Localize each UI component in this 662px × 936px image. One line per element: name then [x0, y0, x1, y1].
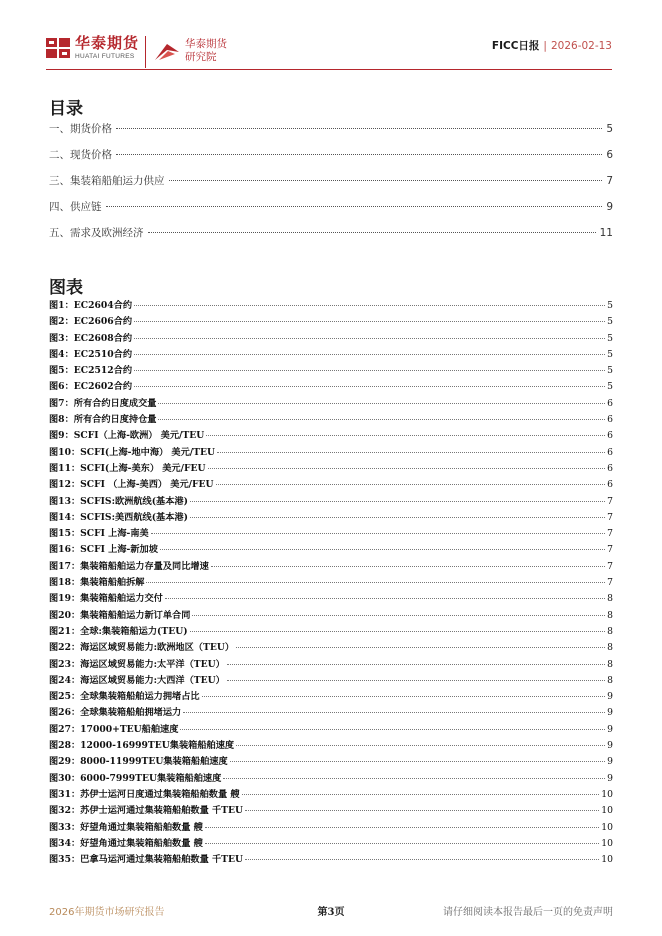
dot-leader — [148, 232, 596, 233]
figure-entry[interactable] — [49, 541, 613, 557]
figure-entry-label[interactable]: 图4：EC2510合约 — [49, 348, 133, 360]
figure-entry-page[interactable]: 9 — [607, 756, 613, 768]
figure-entry-page[interactable]: 8 — [607, 609, 613, 621]
figure-entry-label[interactable]: 图8：所有合约日度持仓量 — [49, 414, 157, 426]
figure-entry-page[interactable]: 6 — [607, 414, 613, 426]
toc-entry[interactable] — [49, 147, 613, 173]
footer-report-name: 2026年期货市场研究报告 — [49, 907, 165, 918]
figure-entry-label[interactable]: 图20：集装箱船舶运力新订单合同 — [49, 609, 191, 621]
figure-entry-label[interactable]: 图35：巴拿马运河通过集装箱船舶数量 千TEU — [49, 854, 244, 866]
institute-name-line1: 华泰期货 — [185, 38, 227, 50]
figure-entry[interactable] — [49, 362, 613, 378]
figure-entry-label[interactable]: 图28：12000-16999TEU集装箱船舶速度 — [49, 740, 235, 752]
disclaimer-note: 请仔细阅读本报告最后一页的免责声明 — [443, 907, 613, 918]
toc-entry-page[interactable]: 6 — [606, 149, 613, 161]
figure-entry[interactable] — [49, 704, 613, 720]
figure-entry[interactable] — [49, 672, 613, 688]
figure-entry[interactable] — [49, 802, 613, 818]
dot-leader — [106, 206, 603, 207]
figure-entry[interactable] — [49, 411, 613, 427]
dot-leader — [146, 582, 605, 583]
dot-leader — [116, 154, 602, 155]
figure-entry-label[interactable]: 图27：17000+TEU船舶速度 — [49, 723, 179, 735]
figure-entry-label[interactable]: 图26：全球集装箱船舶拥堵运力 — [49, 707, 182, 719]
figure-entry-label[interactable]: 图23：海运区域贸易能力:太平洋（TEU） — [49, 658, 225, 670]
dot-leader — [190, 631, 606, 632]
dot-leader — [230, 761, 605, 762]
figure-entry-label[interactable]: 图30：6000-7999TEU集装箱船舶速度 — [49, 772, 222, 784]
figure-entry-page[interactable]: 5 — [607, 332, 613, 344]
figure-entry-page[interactable]: 5 — [607, 348, 613, 360]
toc-entry-label[interactable]: 四、供应链 — [49, 201, 102, 213]
dot-leader — [217, 452, 605, 453]
figure-entry-page[interactable]: 10 — [601, 821, 613, 833]
dot-leader — [134, 370, 605, 371]
figure-entry-page[interactable]: 7 — [607, 560, 613, 572]
figure-entry[interactable] — [49, 851, 613, 867]
figure-entry[interactable] — [49, 639, 613, 655]
toc-list — [49, 121, 613, 251]
figures-title: 图表 — [49, 278, 83, 298]
figure-entry[interactable] — [49, 509, 613, 525]
figure-entry-label[interactable]: 图18：集装箱船舶拆解 — [49, 577, 145, 589]
institute-logo — [153, 38, 227, 64]
header-rule — [46, 69, 612, 70]
dot-leader — [236, 745, 605, 746]
figure-entry-page[interactable]: 7 — [607, 511, 613, 523]
toc-entry-page[interactable]: 5 — [606, 123, 613, 135]
figure-entry[interactable] — [49, 623, 613, 639]
toc-entry-page[interactable]: 11 — [599, 227, 613, 239]
figure-entry-label[interactable]: 图16：SCFI 上海-新加坡 — [49, 544, 158, 556]
dot-leader — [236, 647, 605, 648]
figure-entry-label[interactable]: 图25：全球集装箱船舶运力拥堵占比 — [49, 691, 200, 703]
figure-entry-page[interactable]: 10 — [601, 837, 613, 849]
dot-leader — [165, 598, 605, 599]
figure-entry-label[interactable]: 图7：所有合约日度成交量 — [49, 397, 157, 409]
dot-leader — [134, 321, 605, 322]
dot-leader — [116, 128, 602, 129]
figure-entry-label[interactable]: 图24：海运区域贸易能力:大西洋（TEU） — [49, 674, 225, 686]
figure-entry[interactable] — [49, 558, 613, 574]
figure-entry-page[interactable]: 7 — [607, 528, 613, 540]
toc-entry[interactable] — [49, 225, 613, 251]
figure-entry-page[interactable]: 8 — [607, 593, 613, 605]
toc-entry[interactable] — [49, 199, 613, 225]
brand-name-en: HUATAI FUTURES — [75, 53, 135, 60]
dot-leader — [192, 615, 605, 616]
figure-list — [49, 297, 613, 867]
figure-entry-page[interactable]: 7 — [607, 544, 613, 556]
dot-leader — [169, 180, 603, 181]
figure-entry-label[interactable]: 图5：EC2512合约 — [49, 365, 133, 377]
figure-entry-label[interactable]: 图10：SCFI(上海-地中海） 美元/TEU — [49, 446, 215, 458]
figure-entry-page[interactable]: 7 — [607, 577, 613, 589]
huatai-logo-icon — [46, 36, 70, 60]
figure-entry-page[interactable]: 8 — [607, 658, 613, 670]
figure-entry-label[interactable]: 图31：苏伊士运河日度通过集装箱船舶数量 艘 — [49, 788, 240, 800]
figure-entry-page[interactable]: 9 — [607, 772, 613, 784]
figure-entry-label[interactable]: 图12：SCFI （上海-美西） 美元/FEU — [49, 479, 214, 491]
figure-entry[interactable] — [49, 330, 613, 346]
figure-entry-page[interactable]: 10 — [601, 805, 613, 817]
figure-entry[interactable] — [49, 460, 613, 476]
figure-entry-label[interactable]: 图2：EC2606合约 — [49, 316, 133, 328]
figure-entry-label[interactable]: 图33：好望角通过集装箱船舶数量 艘 — [49, 821, 203, 833]
meta-separator: | — [543, 39, 547, 52]
dot-leader — [134, 338, 605, 339]
figure-entry-label[interactable]: 图3：EC2608合约 — [49, 332, 133, 344]
figure-entry-page[interactable]: 5 — [607, 300, 613, 311]
toc-entry-page[interactable]: 7 — [606, 175, 613, 187]
figure-entry-page[interactable]: 9 — [607, 691, 613, 703]
dot-leader — [183, 712, 605, 713]
logo-divider — [145, 36, 146, 68]
dot-leader — [245, 810, 599, 811]
figure-entry[interactable] — [49, 493, 613, 509]
dot-leader — [227, 680, 605, 681]
figure-entry[interactable] — [49, 688, 613, 704]
dot-leader — [206, 435, 605, 436]
figure-entry[interactable] — [49, 835, 613, 851]
dot-leader — [190, 501, 605, 502]
dot-leader — [216, 484, 606, 485]
dot-leader — [180, 729, 605, 730]
dot-leader — [158, 419, 605, 420]
figure-entry[interactable] — [49, 819, 613, 835]
figure-entry-label[interactable]: 图13：SCFIS:欧洲航线(基本港) — [49, 495, 188, 507]
figure-entry-page[interactable]: 8 — [607, 674, 613, 686]
figure-entry[interactable] — [49, 297, 613, 313]
figure-entry-label[interactable]: 图1：EC2604合约 — [49, 300, 133, 311]
dot-leader — [205, 843, 600, 844]
dot-leader — [134, 386, 605, 387]
dot-leader — [160, 549, 605, 550]
report-type: FICC日报 — [491, 40, 540, 52]
figure-entry[interactable] — [49, 786, 613, 802]
toc-title: 目录 — [49, 99, 83, 119]
figure-entry[interactable] — [49, 753, 613, 769]
figure-entry[interactable] — [49, 737, 613, 753]
figure-entry[interactable] — [49, 590, 613, 606]
figure-entry[interactable] — [49, 476, 613, 492]
brand-name-cn: 华泰期货 — [75, 34, 140, 52]
dot-leader — [158, 403, 605, 404]
figure-entry-label[interactable]: 图34：好望角通过集装箱船舶数量 艘 — [49, 837, 203, 849]
figure-entry-page[interactable]: 6 — [607, 479, 613, 491]
toc-entry[interactable] — [49, 173, 613, 199]
figure-entry-label[interactable]: 图19：集装箱船舶运力交付 — [49, 593, 163, 605]
dot-leader — [134, 305, 605, 306]
figure-entry-label[interactable]: 图6：EC2602合约 — [49, 381, 133, 393]
institute-name-line2: 研究院 — [185, 51, 217, 64]
page-header — [0, 0, 662, 80]
dot-leader — [205, 827, 600, 828]
figure-entry-page[interactable]: 9 — [607, 723, 613, 735]
figure-entry-page[interactable]: 10 — [601, 854, 613, 866]
figure-entry[interactable] — [49, 656, 613, 672]
figure-entry-page[interactable]: 10 — [601, 788, 613, 800]
dot-leader — [242, 794, 600, 795]
figure-entry-label[interactable]: 图14：SCFIS:美西航线(基本港) — [49, 511, 188, 523]
dot-leader — [223, 778, 605, 779]
dot-leader — [134, 354, 605, 355]
toc-entry-label[interactable]: 三、集装箱船舶运力供应 — [49, 175, 165, 187]
figure-entry[interactable] — [49, 525, 613, 541]
figure-entry-page[interactable]: 9 — [607, 740, 613, 752]
institute-logo-icon — [153, 40, 181, 62]
toc-entry-label[interactable]: 五、需求及欧洲经济 — [49, 227, 144, 239]
figure-entry-label[interactable]: 图11：SCFI(上海-美东） 美元/FEU — [49, 462, 206, 474]
toc-entry-label[interactable]: 二、现货价格 — [49, 149, 112, 161]
toc-entry[interactable] — [49, 121, 613, 147]
figure-entry[interactable] — [49, 607, 613, 623]
figure-entry[interactable] — [49, 313, 613, 329]
figure-entry-page[interactable]: 5 — [607, 381, 613, 393]
dot-leader — [208, 468, 606, 469]
figure-entry-page[interactable]: 8 — [607, 642, 613, 654]
page-number: 第3页 — [317, 907, 345, 918]
figure-entry-page[interactable]: 6 — [607, 397, 613, 409]
figure-entry-page[interactable]: 9 — [607, 707, 613, 719]
figure-entry-page[interactable]: 5 — [607, 316, 613, 328]
figure-entry[interactable] — [49, 427, 613, 443]
dot-leader — [151, 533, 605, 534]
figure-entry-label[interactable]: 图32：苏伊士运河通过集装箱船舶数量 千TEU — [49, 805, 244, 817]
dot-leader — [190, 517, 605, 518]
dot-leader — [245, 859, 599, 860]
figure-entry-page[interactable]: 6 — [607, 446, 613, 458]
figure-entry-label[interactable]: 图15：SCFI 上海-南美 — [49, 528, 149, 540]
figure-entry-page[interactable]: 6 — [607, 430, 613, 442]
figure-entry[interactable] — [49, 395, 613, 411]
dot-leader — [202, 696, 606, 697]
figure-entry-label[interactable]: 图21：全球:集装箱船运力(TEU) — [49, 625, 188, 637]
report-date: 2026-02-13 — [550, 39, 612, 52]
figure-entry[interactable] — [49, 346, 613, 362]
figure-entry[interactable] — [49, 378, 613, 394]
huatai-logo — [46, 36, 139, 61]
figure-entry-label[interactable]: 图29：8000-11999TEU集装箱船舶速度 — [49, 756, 228, 768]
figure-entry-label[interactable]: 图9：SCFI（上海-欧洲） 美元/TEU — [49, 430, 205, 442]
figure-entry-page[interactable]: 6 — [607, 462, 613, 474]
toc-entry-label[interactable]: 一、期货价格 — [49, 123, 112, 135]
toc-entry-page[interactable]: 9 — [606, 201, 613, 213]
figure-entry-label[interactable]: 图22：海运区域贸易能力:欧洲地区（TEU） — [49, 642, 235, 654]
figure-entry[interactable] — [49, 444, 613, 460]
dot-leader — [227, 664, 605, 665]
figure-entry[interactable] — [49, 574, 613, 590]
report-meta — [492, 38, 612, 53]
figure-entry-label[interactable]: 图17：集装箱船舶运力存量及同比增速 — [49, 560, 209, 572]
figure-entry-page[interactable]: 8 — [607, 625, 613, 637]
figure-entry[interactable] — [49, 721, 613, 737]
figure-entry-page[interactable]: 5 — [607, 365, 613, 377]
figure-entry[interactable] — [49, 770, 613, 786]
figure-entry-page[interactable]: 7 — [607, 495, 613, 507]
dot-leader — [211, 566, 605, 567]
